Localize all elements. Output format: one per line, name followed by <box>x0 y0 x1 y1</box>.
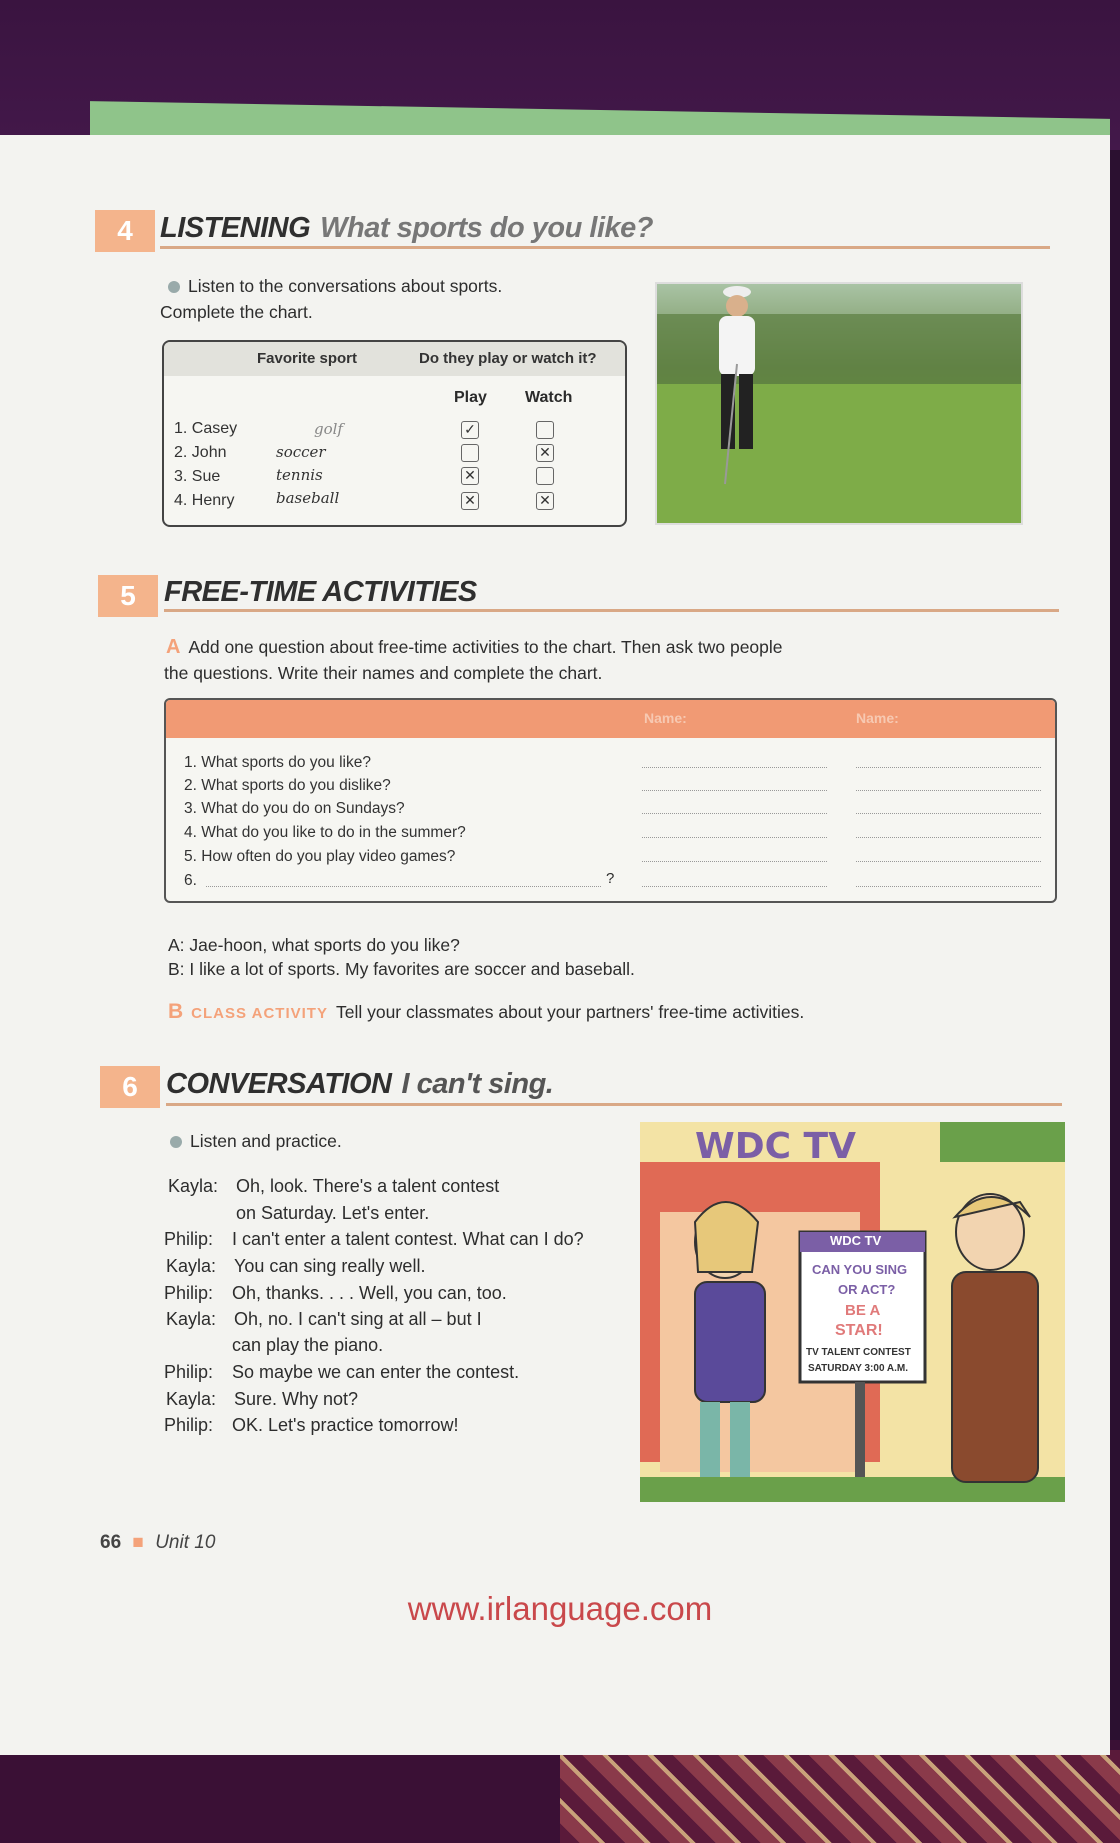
dialog-line: Philip: So maybe we can enter the contest. <box>164 1362 520 1382</box>
conversation-subtitle: I can't sing. <box>401 1068 554 1100</box>
name-column-2: Name: <box>856 710 899 726</box>
watch-checkbox[interactable]: ✕ <box>536 492 554 510</box>
chart-header <box>166 700 1055 738</box>
listening-subtitle: What sports do you like? <box>320 212 653 244</box>
chart-row: 1. Casey <box>174 420 238 437</box>
question-row: 6. <box>184 872 197 889</box>
answer-line[interactable] <box>642 885 827 887</box>
sign-line: CAN YOU SING <box>812 1262 908 1277</box>
class-activity-label: CLASS ACTIVITY <box>191 1005 328 1022</box>
free-time-instruction <box>166 634 1056 660</box>
instruction-line-1: Add one question about free-time activities to the chart. Then ask two people <box>188 637 783 657</box>
part-a-letter: A <box>166 636 181 658</box>
watch-checkbox[interactable] <box>536 467 554 485</box>
watermark-url[interactable]: www.irlanguage.com <box>407 1590 713 1627</box>
question-row: 2. What sports do you dislike? <box>184 777 391 794</box>
answer-line[interactable] <box>642 766 827 768</box>
conversation-title: CONVERSATION <box>166 1068 392 1100</box>
answer-line[interactable] <box>856 885 1041 887</box>
part-b-letter: B <box>168 1000 184 1023</box>
answer-line[interactable] <box>856 836 1041 838</box>
question-6-mark: ? <box>606 870 615 887</box>
golfer-photo <box>655 282 1023 525</box>
class-activity-text: Tell your classmates about your partners' free-time activities. <box>335 1002 805 1022</box>
answer-sport: baseball <box>276 489 340 507</box>
question-row: 1. What sports do you like? <box>184 754 371 771</box>
cartoon-illustration <box>640 1122 1065 1502</box>
dialog-line: can play the piano. <box>232 1335 384 1355</box>
watch-checkbox[interactable] <box>536 421 554 439</box>
play-checkbox[interactable]: ✓ <box>461 421 479 439</box>
background-bottom <box>0 1740 1120 1843</box>
dialog-line: Kayla: Oh, look. There's a talent contest <box>168 1176 500 1196</box>
answer-line[interactable] <box>856 766 1041 768</box>
audio-icon <box>168 281 180 293</box>
page-number: 66 <box>100 1532 122 1553</box>
chart-row: 2. John <box>174 444 227 461</box>
class-activity <box>168 999 1068 1027</box>
play-checkbox[interactable]: ✕ <box>461 467 479 485</box>
name-column-1: Name: <box>644 710 687 726</box>
dialog-line: Kayla: Oh, no. I can't sing at all – but I <box>166 1309 482 1329</box>
listening-instruction-2: Complete the chart. <box>160 302 313 322</box>
section-rule <box>164 609 1059 612</box>
dialog-line: Kayla: You can sing really well. <box>166 1256 426 1276</box>
dialog-line: Philip: Oh, thanks. . . . Well, you can, too. <box>164 1283 507 1303</box>
audio-icon <box>170 1136 182 1148</box>
answer-line[interactable] <box>856 789 1041 791</box>
answer-sport: soccer <box>276 443 326 461</box>
listening-title: LISTENING <box>160 212 311 244</box>
sign-line: SATURDAY 3:00 A.M. <box>808 1363 909 1374</box>
sign-line: OR ACT? <box>838 1282 896 1297</box>
conversation-instruction <box>170 1128 342 1154</box>
free-time-instruction-2: the questions. Write their names and complete the chart. <box>164 663 603 683</box>
example-line-a: A: Jae-hoon, what sports do you like? <box>168 935 460 955</box>
section-rule <box>166 1103 1062 1106</box>
col-play-or-watch: Do they play or watch it? <box>419 350 597 367</box>
dialog-line: Kayla: Sure. Why not? <box>166 1389 359 1409</box>
instruction-line-1: Listen to the conversations about sports. <box>188 276 503 296</box>
sign-line: BE A <box>845 1302 881 1319</box>
section-title <box>166 1068 553 1101</box>
answer-line[interactable] <box>642 789 827 791</box>
question-6-line[interactable] <box>206 885 601 887</box>
watch-checkbox[interactable]: ✕ <box>536 444 554 462</box>
free-time-title: FREE-TIME ACTIVITIES <box>164 576 477 608</box>
sign-line: TV TALENT CONTEST <box>806 1347 911 1358</box>
chart-header <box>164 342 625 376</box>
answer-line[interactable] <box>642 860 827 862</box>
free-time-chart <box>164 698 1057 903</box>
chart-row: 4. Henry <box>174 492 235 509</box>
answer-line[interactable] <box>642 836 827 838</box>
section-title <box>160 212 653 245</box>
sign-line: STAR! <box>835 1322 883 1339</box>
dialog-line: on Saturday. Let's enter. <box>236 1203 430 1223</box>
page-footer <box>100 1532 215 1554</box>
question-row: 5. How often do you play video games? <box>184 848 456 865</box>
chart-row: 3. Sue <box>174 468 221 485</box>
section-rule <box>160 246 1050 249</box>
play-checkbox[interactable] <box>461 444 479 462</box>
listening-instruction <box>168 273 502 299</box>
building-sign: WDC TV <box>695 1126 856 1167</box>
question-row: 4. What do you like to do in the summer? <box>184 824 466 841</box>
play-checkbox[interactable]: ✕ <box>461 492 479 510</box>
background-rug <box>560 1750 1120 1843</box>
golfer-illustration <box>657 284 1023 525</box>
dialog-line: Philip: OK. Let's practice tomorrow! <box>164 1415 459 1435</box>
example-line-b: B: I like a lot of sports. My favorites are soccer and baseball. <box>168 959 635 979</box>
answer-line[interactable] <box>642 812 827 814</box>
listening-chart <box>162 340 627 527</box>
answer-line[interactable] <box>856 860 1041 862</box>
dialog-line: Philip: I can't enter a talent contest. What can I do? <box>164 1229 584 1249</box>
answer-sport: tennis <box>276 466 323 484</box>
answer-line[interactable] <box>856 812 1041 814</box>
footer-separator: ■ <box>132 1532 144 1553</box>
col-watch: Watch <box>525 389 573 406</box>
sign-header: WDC TV <box>830 1233 882 1248</box>
col-favorite-sport: Favorite sport <box>257 350 358 367</box>
section-number-badge: 5 <box>98 575 158 617</box>
col-play: Play <box>454 389 487 406</box>
answer-sport: golf <box>314 420 343 438</box>
section-number-badge: 6 <box>100 1066 160 1108</box>
question-row: 3. What do you do on Sundays? <box>184 800 405 817</box>
instruction-text: Listen and practice. <box>190 1131 342 1151</box>
section-number-badge: 4 <box>95 210 155 252</box>
unit-label: Unit 10 <box>155 1532 216 1553</box>
